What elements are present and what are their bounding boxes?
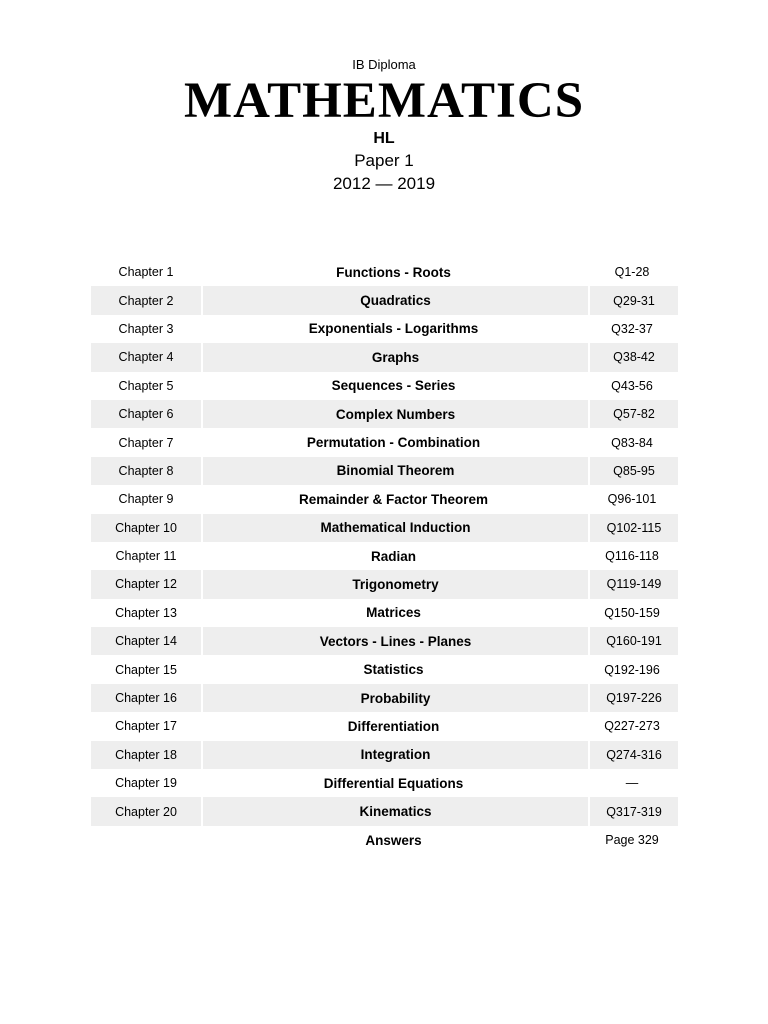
question-range: Q43-56 [611, 378, 653, 393]
chapter-number: Chapter 19 [115, 776, 177, 791]
chapter-number: Chapter 7 [118, 435, 174, 450]
question-range: Q102-115 [606, 520, 662, 535]
chapter-topic: Sequences - Series [331, 378, 456, 394]
toc-row[interactable] [91, 826, 678, 854]
question-range: — [625, 776, 639, 791]
toc-row[interactable] [91, 343, 678, 371]
toc-row[interactable] [91, 372, 678, 400]
toc-row[interactable] [91, 684, 678, 712]
chapter-number: Chapter 12 [115, 577, 177, 592]
chapter-topic: Permutation - Combination [306, 435, 481, 451]
chapter-number: Chapter 8 [118, 463, 174, 478]
paper-label: Paper 1 [354, 151, 414, 170]
toc-row[interactable] [91, 514, 678, 542]
chapter-number: Chapter 17 [115, 719, 177, 734]
chapter-number: Chapter 10 [115, 520, 177, 535]
question-range: Q116-118 [605, 549, 659, 564]
chapter-topic: Probability [201, 684, 590, 712]
toc-row[interactable] [91, 741, 678, 769]
years-range: 2012 — 2019 [332, 174, 436, 193]
chapter-number: Chapter 9 [118, 492, 174, 507]
chapter-topic: Vectors - Lines - Planes [201, 627, 590, 655]
chapter-number: Chapter 15 [115, 662, 177, 677]
program-subtitle: IB Diploma [352, 57, 416, 72]
toc-row[interactable] [91, 400, 678, 428]
chapter-topic: Functions - Roots [336, 264, 451, 280]
question-range: Q119-149 [606, 577, 662, 592]
chapter-topic: Kinematics [201, 797, 590, 825]
chapter-number: Chapter 13 [115, 605, 177, 620]
chapter-topic: Remainder & Factor Theorem [298, 491, 489, 507]
toc-row[interactable] [91, 457, 678, 485]
question-range: Q29-31 [613, 293, 655, 308]
table-of-contents [91, 258, 678, 854]
question-range: Q274-316 [606, 747, 662, 762]
question-range: Q83-84 [611, 435, 653, 450]
toc-row[interactable] [91, 797, 678, 825]
chapter-number: Chapter 3 [118, 321, 174, 336]
chapter-number [91, 826, 201, 854]
question-range: Q57-82 [613, 407, 655, 422]
toc-row[interactable] [91, 655, 678, 683]
chapter-number: Chapter 18 [115, 747, 177, 762]
chapter-topic: Quadratics [201, 286, 590, 314]
toc-row[interactable] [91, 542, 678, 570]
question-range: Q32-37 [611, 321, 653, 336]
chapter-topic: Statistics [363, 662, 424, 678]
chapter-topic: Integration [201, 741, 590, 769]
document-title: MATHEMATICS [183, 73, 585, 129]
question-range: Q150-159 [604, 605, 660, 620]
chapter-number: Chapter 20 [115, 804, 177, 819]
question-range: Page 329 [605, 833, 659, 847]
chapter-topic: Trigonometry [201, 570, 590, 598]
chapter-topic: Mathematical Induction [201, 514, 590, 542]
question-range: Q197-226 [606, 691, 662, 706]
toc-row[interactable] [91, 286, 678, 314]
chapter-topic: Matrices [366, 605, 421, 621]
toc-row[interactable] [91, 258, 678, 286]
toc-row[interactable] [91, 485, 678, 513]
question-range: Q1-28 [614, 265, 650, 280]
chapter-number: Chapter 5 [118, 378, 174, 393]
chapter-topic: Binomial Theorem [201, 457, 590, 485]
chapter-topic: Answers [365, 832, 422, 848]
chapter-topic: Differentiation [347, 718, 440, 734]
level-label: HL [373, 130, 395, 147]
chapter-number: Chapter 16 [115, 691, 177, 706]
chapter-number: Chapter 14 [115, 634, 177, 649]
chapter-number: Chapter 6 [118, 407, 174, 422]
chapter-topic: Complex Numbers [201, 400, 590, 428]
toc-row[interactable] [91, 599, 678, 627]
chapter-topic: Exponentials - Logarithms [308, 321, 479, 337]
question-range: Q96-101 [607, 492, 657, 507]
chapter-topic: Graphs [201, 343, 590, 371]
toc-row[interactable] [91, 627, 678, 655]
toc-row[interactable] [91, 769, 678, 797]
toc-row[interactable] [91, 315, 678, 343]
toc-row[interactable] [91, 712, 678, 740]
chapter-number: Chapter 1 [118, 265, 174, 280]
chapter-topic: Radian [370, 548, 416, 564]
question-range: Q160-191 [606, 634, 662, 649]
question-range: Q317-319 [606, 804, 662, 819]
chapter-topic: Differential Equations [323, 775, 464, 791]
question-range: Q85-95 [613, 463, 655, 478]
question-range: Q38-42 [613, 350, 655, 365]
question-range: Q192-196 [604, 662, 660, 677]
question-range: Q227-273 [604, 719, 660, 734]
toc-row[interactable] [91, 428, 678, 456]
toc-row[interactable] [91, 570, 678, 598]
chapter-number: Chapter 2 [118, 293, 174, 308]
chapter-number: Chapter 4 [118, 350, 174, 365]
chapter-number: Chapter 11 [115, 549, 177, 564]
